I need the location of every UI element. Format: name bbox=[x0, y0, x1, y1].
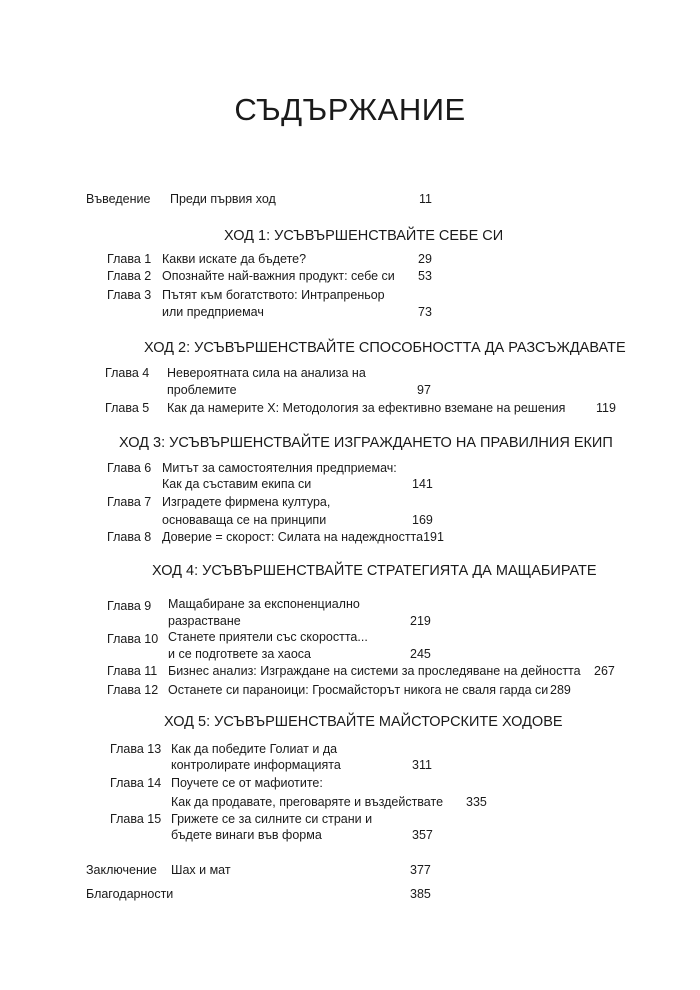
chapter-label: Глава 11 bbox=[107, 664, 158, 678]
chapter-title-cont: основаваща се на принципи bbox=[162, 513, 327, 527]
chapter-label: Глава 7 bbox=[107, 495, 152, 509]
chapter-label: Глава 6 bbox=[107, 461, 152, 475]
section-heading: ХОД 3: УСЪВЪРШЕНСТВАЙТЕ ИЗГРАЖДАНЕТО НА ПРАВИЛНИЯ ЕКИП bbox=[119, 435, 613, 451]
chapter-page: 311 bbox=[412, 758, 432, 772]
chapter-title: Как да намерите X: Методология за ефективно вземане на решения bbox=[167, 401, 566, 415]
chapter-title-cont: разрастване bbox=[168, 614, 241, 628]
chapter-title: Останете си параноици: Гросмайсторът никога не сваля гарда си bbox=[168, 683, 549, 697]
section-heading: ХОД 1: УСЪВЪРШЕНСТВАЙТЕ СЕБЕ СИ bbox=[224, 228, 504, 244]
chapter-page: 29 bbox=[418, 252, 432, 266]
chapter-title: Станете приятели със скоростта... bbox=[168, 630, 368, 644]
chapter-page: 119 bbox=[596, 401, 616, 415]
chapter-title: Мащабиране за експоненциално bbox=[168, 597, 360, 611]
chapter-page: 53 bbox=[418, 269, 432, 283]
chapter-label: Глава 5 bbox=[105, 401, 150, 415]
chapter-title: Невероятната сила на анализа на bbox=[167, 366, 366, 380]
chapter-title: Опознайте най-важния продукт: себе си bbox=[162, 269, 395, 283]
chapter-title-cont: Как да съставим екипа си bbox=[162, 477, 312, 491]
chapter-title-cont: бъдете винаги във форма bbox=[171, 828, 322, 842]
chapter-label: Глава 12 bbox=[107, 683, 159, 697]
chapter-label: Глава 1 bbox=[107, 252, 152, 266]
chapter-title-cont: и се подгответе за хаоса bbox=[168, 647, 311, 661]
intro-page: 11 bbox=[419, 192, 432, 206]
chapter-title: Изградете фирмена култура, bbox=[162, 495, 331, 509]
chapter-label: Глава 3 bbox=[107, 288, 152, 302]
chapter-page: 141 bbox=[412, 477, 433, 491]
chapter-title: Поучете се от мафиотите: bbox=[171, 776, 323, 790]
chapter-label: Глава 8 bbox=[107, 530, 152, 544]
section-heading: ХОД 4: УСЪВЪРШЕНСТВАЙТЕ СТРАТЕГИЯТА ДА МАЩАБИРАТЕ bbox=[152, 563, 597, 579]
chapter-title: Как да победите Голиат и да bbox=[171, 742, 338, 756]
chapter-label: Глава 9 bbox=[107, 599, 152, 613]
intro-label: Въведение bbox=[86, 192, 151, 206]
chapter-page: 73 bbox=[418, 305, 432, 319]
chapter-title: Доверие = скорост: Силата на надеждността191 bbox=[162, 530, 444, 544]
chapter-title: Какви искате да бъдете? bbox=[162, 252, 307, 266]
chapter-page: 335 bbox=[466, 795, 487, 809]
chapter-title-cont: или предприемач bbox=[162, 305, 264, 319]
chapter-title: Митът за самостоятелния предприемач: bbox=[162, 461, 397, 475]
acknowledgements-label: Благодарности bbox=[86, 887, 174, 901]
chapter-title: Бизнес анализ: Изграждане на системи за проследяване на дейността bbox=[168, 664, 581, 678]
section-heading: ХОД 5: УСЪВЪРШЕНСТВАЙТЕ МАЙСТОРСКИТЕ ХОДОВЕ bbox=[164, 714, 563, 730]
chapter-page: 245 bbox=[410, 647, 431, 661]
page-title: СЪДЪРЖАНИЕ bbox=[234, 92, 466, 127]
chapter-label: Глава 15 bbox=[110, 812, 162, 826]
intro-title: Преди първия ход bbox=[170, 192, 276, 206]
chapter-title: Грижете се за силните си страни и bbox=[171, 812, 373, 826]
chapter-label: Глава 4 bbox=[105, 366, 150, 380]
chapter-title: Пътят към богатството: Интрапреньор bbox=[162, 288, 385, 302]
conclusion-label: Заключение bbox=[86, 863, 157, 877]
conclusion-title: Шах и мат bbox=[171, 863, 231, 877]
acknowledgements-page: 385 bbox=[410, 887, 431, 901]
chapter-title-cont: контролирате информацията bbox=[171, 758, 341, 772]
chapter-page: 267 bbox=[594, 664, 615, 678]
chapter-page: 97 bbox=[417, 383, 431, 397]
section-heading: ХОД 2: УСЪВЪРШЕНСТВАЙТЕ СПОСОБНОСТТА ДА РАЗСЪЖДАВАТЕ bbox=[144, 340, 626, 356]
chapter-page: 289 bbox=[550, 683, 571, 697]
chapter-label: Глава 10 bbox=[107, 632, 159, 646]
conclusion-page: 377 bbox=[410, 863, 431, 877]
chapter-label: Глава 14 bbox=[110, 776, 162, 790]
chapter-page: 357 bbox=[412, 828, 433, 842]
chapter-title-cont: Как да продавате, преговаряте и въздействате bbox=[171, 795, 444, 809]
chapter-page: 219 bbox=[410, 614, 431, 628]
chapter-label: Глава 2 bbox=[107, 269, 152, 283]
chapter-label: Глава 13 bbox=[110, 742, 162, 756]
chapter-title-cont: проблемите bbox=[167, 383, 237, 397]
chapter-page: 169 bbox=[412, 513, 433, 527]
